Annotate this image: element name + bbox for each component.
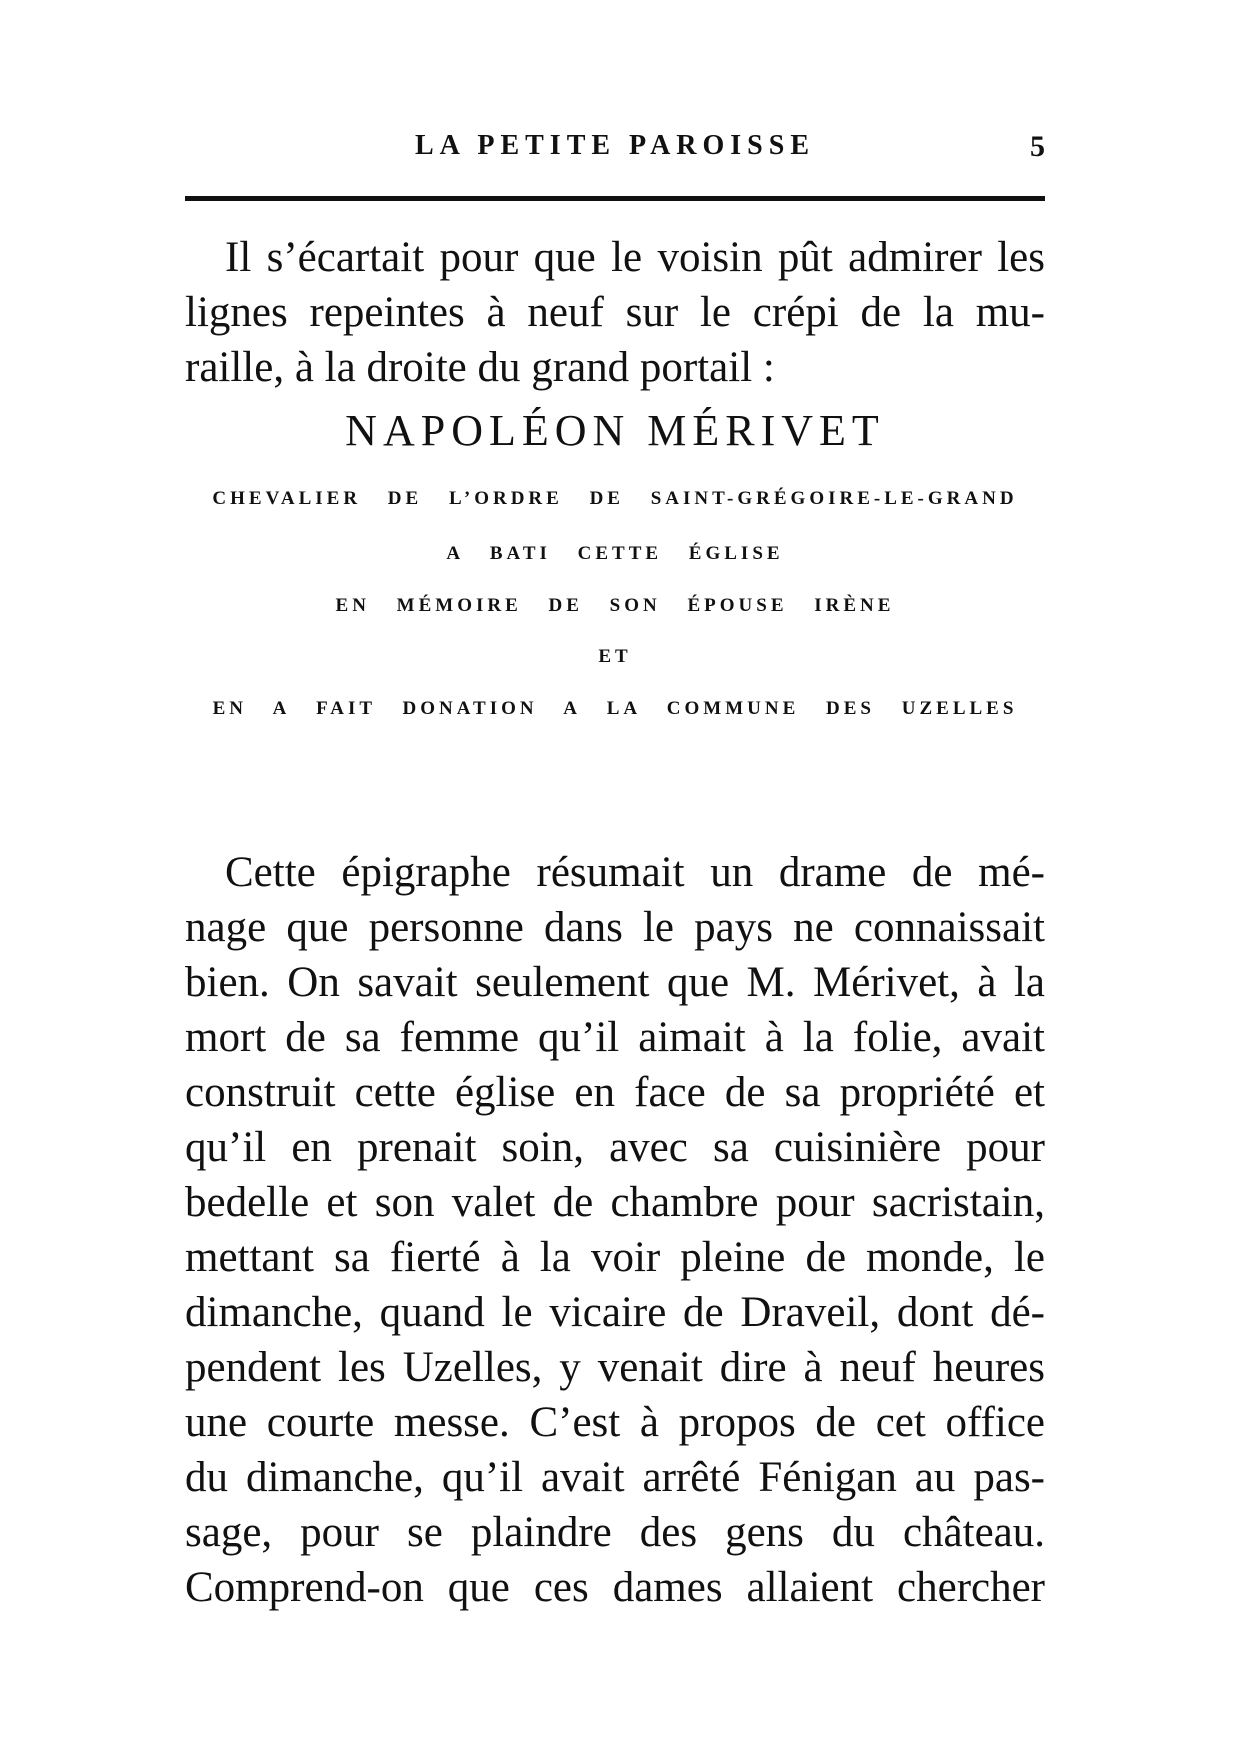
inscription-line: EN MÉMOIRE DE SON ÉPOUSE IRÈNE — [335, 595, 895, 616]
text-line: construit cette église en face de sa propriété et — [185, 1069, 1045, 1116]
inscription-line: ET — [598, 646, 632, 667]
text-line: du dimanche, qu’il avait arrêté Fénigan au pas- — [185, 1454, 1045, 1501]
header-rule — [185, 196, 1045, 201]
text-line: Il s’écartait pour que le voisin pût admirer les — [225, 234, 1045, 281]
text-line: dimanche, quand le vicaire de Draveil, dont dé- — [185, 1289, 1045, 1336]
text-line: bedelle et son valet de chambre pour sacristain, — [185, 1179, 1045, 1226]
text-line: nage que personne dans le pays ne connaissait — [185, 904, 1045, 951]
text-line: mort de sa femme qu’il aimait à la folie, avait — [185, 1014, 1045, 1061]
text-line: sage, pour se plaindre des gens du château. — [185, 1509, 1045, 1556]
inscription-line: A BATI CETTE ÉGLISE — [446, 543, 784, 564]
inscription-line: EN A FAIT DONATION A LA COMMUNE DES UZELLES — [212, 698, 1018, 719]
text-line: lignes repeintes à neuf sur le crépi de la mu- — [185, 289, 1045, 336]
body-paragraph — [185, 845, 1045, 1615]
page-number: 5 — [1030, 130, 1045, 163]
text-line: une courte messe. C’est à propos de cet office — [185, 1399, 1045, 1446]
text-line: raille, à la droite du grand portail : — [185, 344, 775, 391]
book-page — [185, 120, 1045, 1611]
text-line: mettant sa fierté à la voir pleine de monde, le — [185, 1234, 1045, 1281]
inscription-name: NAPOLÉON MÉRIVET — [345, 406, 885, 455]
text-line: qu’il en prenait soin, avec sa cuisinière pour — [185, 1124, 1045, 1171]
running-title: LA PETITE PAROISSE — [414, 130, 816, 161]
text-line: pendent les Uzelles, y venait dire à neuf heures — [185, 1344, 1045, 1391]
text-line: Comprend-on que ces dames allaient chercher — [185, 1564, 1045, 1611]
intro-paragraph — [185, 230, 1045, 395]
text-line: bien. On savait seulement que M. Mérivet, à la — [185, 959, 1045, 1006]
text-line: Cette épigraphe résumait un drame de mé- — [225, 849, 1045, 896]
running-head — [185, 120, 1045, 170]
inscription-line: CHEVALIER DE L’ORDRE DE SAINT-GRÉGOIRE-LE-GRAND — [212, 488, 1018, 509]
